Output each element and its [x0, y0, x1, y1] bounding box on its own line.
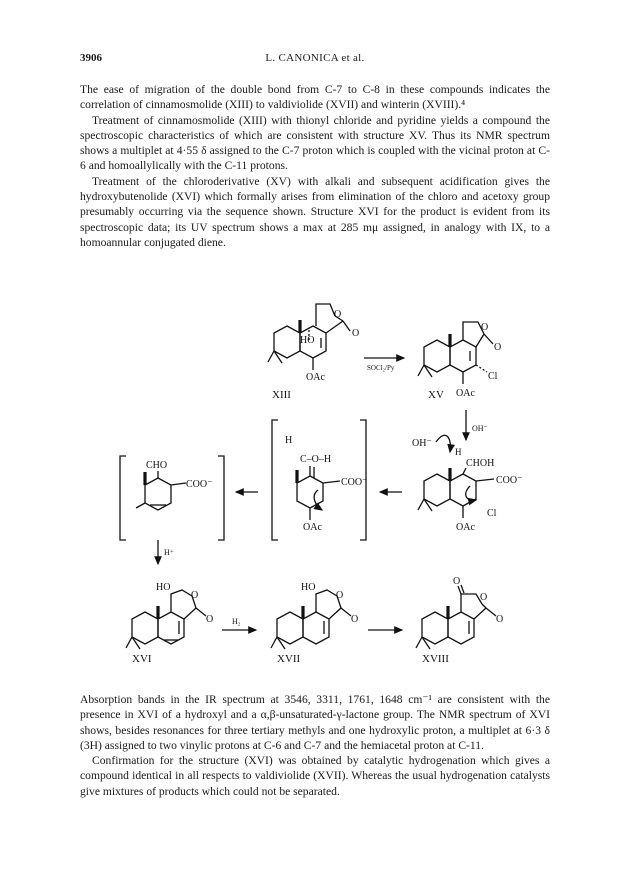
page-number: 3906	[80, 52, 102, 64]
atom-label: C–O–H	[300, 454, 332, 465]
atom-label: OH⁻	[412, 438, 432, 449]
atom-label: O	[334, 309, 342, 320]
reaction-arrow-h2	[222, 617, 256, 630]
atom-label: Cl	[487, 508, 497, 519]
reaction-arrow-oh	[466, 410, 488, 440]
structure-intermediate-left	[120, 456, 224, 540]
atom-label: O	[480, 592, 488, 603]
paragraph: Treatment of cinnamosmolide (XIII) with thionyl chloride and pyridine yields a compound the spectroscopic characteristics of which are consistent with structure XV. Thus its NMR spectrum shows a multiplet at 4·55 δ assigned to the C-7 proton which is coupled with the vicinal proton at C-6 and homoallylically with the C-11 protons.	[80, 113, 550, 173]
paragraph: The ease of migration of the double bond from C-7 to C-8 in these compounds indicates the correlation of cinnamosmolide (XIII) to valdiviolide (XVII) and winterin (XVIII).⁴	[80, 83, 550, 112]
atom-label: HO	[156, 582, 171, 593]
structure-xvi	[126, 582, 213, 665]
atom-label: OAc	[306, 372, 325, 383]
structure-xv	[418, 322, 501, 401]
atom-label: H	[285, 435, 293, 446]
atom-label: OAc	[456, 388, 475, 399]
atom-label: COO⁻	[496, 475, 523, 486]
atom-label: COO⁻	[341, 477, 368, 488]
atom-label: O	[453, 576, 461, 587]
structure-xiii	[268, 304, 359, 401]
atom-label: Cl	[488, 371, 498, 382]
atom-label: O	[336, 590, 344, 601]
atom-label: CHOH	[466, 458, 495, 469]
atom-label: O	[191, 590, 199, 601]
atom-label: O	[352, 328, 360, 339]
page-header	[80, 52, 550, 68]
atom-label: O	[481, 322, 489, 333]
paragraph: Treatment of the chloroderivative (XV) with alkali and subsequent acidification gives the hydroxybutenolide (XVI) which formally arises from elimination of the chloro and acetoxy group presumably occurring via the sequence shown. Structure XVI for the product is evident from its spectroscopic data; its UV spectrum shows a max at 285 mμ assigned, in analogy with IX, to a homoannular conjugated diene.	[80, 174, 550, 249]
reagent-label: H₂	[232, 617, 241, 626]
structure-xvii	[271, 582, 358, 665]
atom-label: COO⁻	[186, 479, 213, 490]
atom-label: CHO	[146, 460, 168, 471]
atom-label: O	[496, 614, 504, 625]
running-head: L. CANONICA et al.	[265, 52, 365, 64]
atom-label: O	[494, 342, 502, 353]
atom-label: O	[206, 614, 214, 625]
reagent-label: OH⁻	[472, 424, 488, 433]
compound-label: XVIII	[422, 653, 449, 665]
paragraph: Confirmation for the structure (XVI) was obtained by catalytic hydrogenation which gives a compound identical in all respects to valdiviolide (XVII). Whereas the usual hydrogenation catalysts give mixtures of products which could not be separated.	[80, 754, 550, 798]
compound-label: XIII	[272, 389, 291, 401]
compound-label: XVII	[277, 653, 301, 665]
paragraph: Absorption bands in the IR spectrum at 3546, 3311, 1761, 1648 cm⁻¹ are consistent with the presence in XVI of a hydroxyl and a α,β-unsaturated-γ-lactone group. The NMR spectrum of XVI shows, besides resonances for three tertiary methyls and one hydroxylic proton, a multiplet at 6·3 δ (3H) assigned to two vinylic protons at C-6 and C-7 and the hemiacetal proton at C-11.	[80, 693, 550, 752]
atom-label: O	[351, 614, 359, 625]
structure-intermediate-right	[412, 435, 522, 533]
atom-label: HO	[300, 335, 315, 346]
body-text-bottom	[80, 692, 550, 799]
reagent-label: SOCl₂/Py	[367, 364, 395, 372]
structure-xviii	[416, 576, 503, 665]
atom-label: OAc	[456, 522, 475, 533]
reagent-label: H⁺	[164, 548, 174, 557]
reaction-arrow-h-plus	[158, 540, 174, 564]
atom-label: H	[455, 447, 462, 457]
body-text-top	[80, 82, 550, 250]
atom-label: OAc	[303, 522, 322, 533]
structure-intermediate-middle	[272, 420, 367, 540]
compound-label: XV	[428, 389, 444, 401]
compound-label: XVI	[132, 653, 152, 665]
atom-label: HO	[301, 582, 316, 593]
reaction-arrow-socl2	[364, 358, 404, 372]
